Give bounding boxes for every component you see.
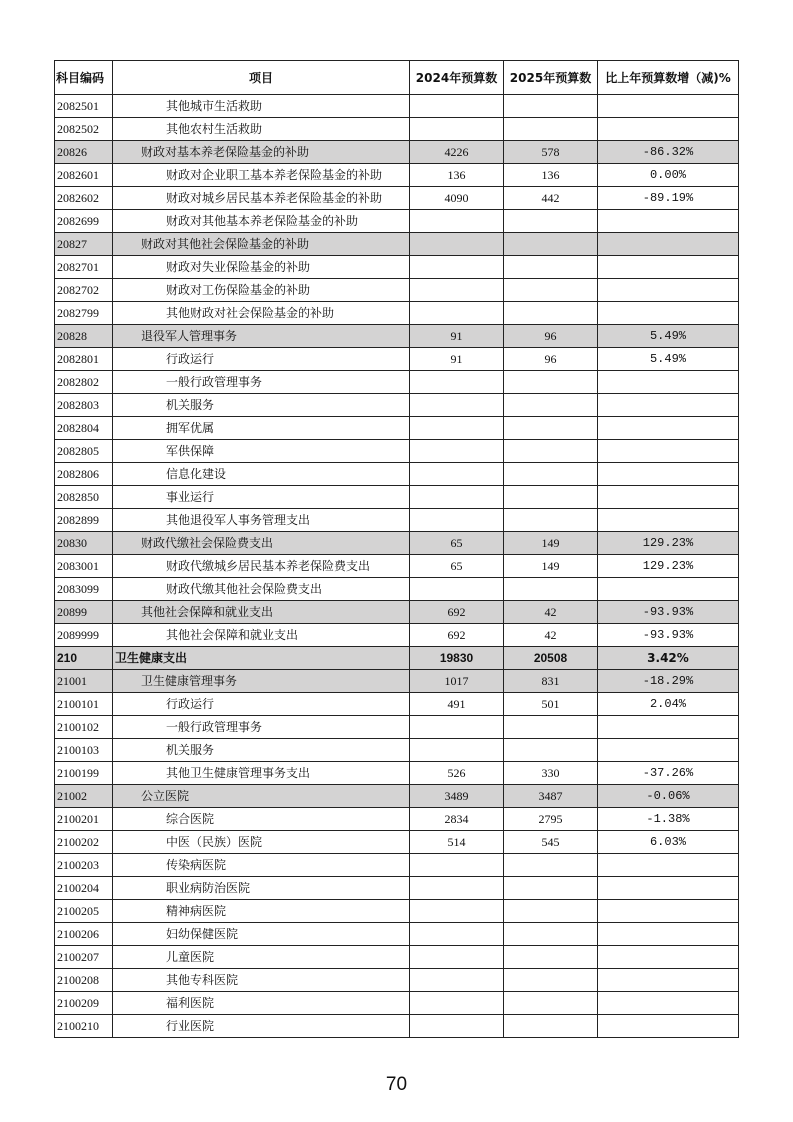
row-item-name: 行业医院 [113, 1015, 410, 1038]
header-2024-budget: 2024年预算数 [410, 61, 504, 95]
row-2024-budget [410, 371, 504, 394]
row-code: 2082850 [55, 486, 113, 509]
row-change-pct [598, 486, 739, 509]
row-item-name: 卫生健康管理事务 [113, 670, 410, 693]
row-2024-budget [410, 900, 504, 923]
table-row [55, 95, 739, 118]
table-row [55, 946, 739, 969]
row-2024-budget: 3489 [410, 785, 504, 808]
page-number: 70 [385, 1074, 408, 1095]
table-header-row [55, 61, 739, 95]
row-code: 2082799 [55, 302, 113, 325]
row-code: 21001 [55, 670, 113, 693]
table-row [55, 808, 739, 831]
row-item-name: 其他卫生健康管理事务支出 [113, 762, 410, 785]
row-change-pct: 5.49% [598, 348, 739, 371]
table-row [55, 532, 739, 555]
row-2024-budget: 91 [410, 348, 504, 371]
row-change-pct [598, 969, 739, 992]
row-item-name: 福利医院 [113, 992, 410, 1015]
row-2025-budget [504, 877, 598, 900]
row-2025-budget [504, 210, 598, 233]
row-change-pct: 0.00% [598, 164, 739, 187]
row-item-name: 一般行政管理事务 [113, 371, 410, 394]
row-2025-budget [504, 118, 598, 141]
row-2025-budget: 831 [504, 670, 598, 693]
row-2024-budget: 491 [410, 693, 504, 716]
table-row [55, 371, 739, 394]
row-2024-budget: 65 [410, 555, 504, 578]
row-item-name: 卫生健康支出 [113, 647, 410, 670]
table-row [55, 279, 739, 302]
table-row [55, 509, 739, 532]
header-item: 项目 [113, 61, 410, 95]
row-change-pct: 2.04% [598, 693, 739, 716]
table-row [55, 693, 739, 716]
row-2024-budget: 692 [410, 601, 504, 624]
row-change-pct [598, 95, 739, 118]
row-code: 2100206 [55, 923, 113, 946]
row-code: 2082701 [55, 256, 113, 279]
row-item-name: 其他城市生活救助 [113, 95, 410, 118]
row-change-pct [598, 509, 739, 532]
table-row [55, 716, 739, 739]
row-change-pct: -93.93% [598, 601, 739, 624]
row-item-name: 财政代缴城乡居民基本养老保险费支出 [113, 555, 410, 578]
table-row [55, 187, 739, 210]
row-change-pct: -86.32% [598, 141, 739, 164]
row-change-pct [598, 716, 739, 739]
row-2024-budget [410, 394, 504, 417]
row-2024-budget: 2834 [410, 808, 504, 831]
row-item-name: 公立医院 [113, 785, 410, 808]
row-change-pct [598, 877, 739, 900]
row-code: 2082602 [55, 187, 113, 210]
row-code: 2083099 [55, 578, 113, 601]
row-item-name: 财政对失业保险基金的补助 [113, 256, 410, 279]
row-2024-budget: 526 [410, 762, 504, 785]
row-code: 2082805 [55, 440, 113, 463]
row-2024-budget [410, 716, 504, 739]
row-item-name: 财政代缴社会保险费支出 [113, 532, 410, 555]
row-item-name: 机关服务 [113, 739, 410, 762]
row-change-pct: 5.49% [598, 325, 739, 348]
row-2024-budget [410, 210, 504, 233]
row-item-name: 精神病医院 [113, 900, 410, 923]
row-item-name: 财政对企业职工基本养老保险基金的补助 [113, 164, 410, 187]
row-2025-budget [504, 417, 598, 440]
row-change-pct [598, 394, 739, 417]
row-item-name: 妇幼保健医院 [113, 923, 410, 946]
row-change-pct [598, 256, 739, 279]
table-row [55, 233, 739, 256]
row-2024-budget: 4090 [410, 187, 504, 210]
row-item-name: 其他专科医院 [113, 969, 410, 992]
budget-table [54, 60, 739, 1038]
table-row [55, 141, 739, 164]
row-2024-budget [410, 1015, 504, 1038]
table-row [55, 578, 739, 601]
row-2025-budget: 42 [504, 601, 598, 624]
row-2025-budget [504, 440, 598, 463]
row-code: 20826 [55, 141, 113, 164]
row-change-pct: -1.38% [598, 808, 739, 831]
table-row [55, 256, 739, 279]
row-2025-budget: 42 [504, 624, 598, 647]
row-item-name: 行政运行 [113, 348, 410, 371]
row-change-pct [598, 302, 739, 325]
row-change-pct [598, 233, 739, 256]
row-2025-budget [504, 900, 598, 923]
row-2025-budget: 501 [504, 693, 598, 716]
table-row [55, 325, 739, 348]
row-change-pct: -18.29% [598, 670, 739, 693]
table-row [55, 831, 739, 854]
row-2025-budget: 20508 [504, 647, 598, 670]
row-item-name: 一般行政管理事务 [113, 716, 410, 739]
table-row [55, 923, 739, 946]
row-2025-budget: 96 [504, 325, 598, 348]
table-row [55, 601, 739, 624]
row-code: 2082702 [55, 279, 113, 302]
row-2025-budget [504, 302, 598, 325]
row-2024-budget: 4226 [410, 141, 504, 164]
row-code: 2082899 [55, 509, 113, 532]
table-row [55, 877, 739, 900]
row-2024-budget: 19830 [410, 647, 504, 670]
table-row [55, 555, 739, 578]
row-code: 210 [55, 647, 113, 670]
row-change-pct: 3.42% [598, 647, 739, 670]
row-2025-budget [504, 923, 598, 946]
row-item-name: 其他农村生活救助 [113, 118, 410, 141]
row-2024-budget: 136 [410, 164, 504, 187]
row-code: 2089999 [55, 624, 113, 647]
row-2025-budget [504, 946, 598, 969]
row-item-name: 拥军优属 [113, 417, 410, 440]
row-2024-budget [410, 95, 504, 118]
table-row [55, 969, 739, 992]
row-item-name: 财政对城乡居民基本养老保险基金的补助 [113, 187, 410, 210]
table-row [55, 762, 739, 785]
row-2024-budget [410, 877, 504, 900]
row-code: 2100102 [55, 716, 113, 739]
row-code: 21002 [55, 785, 113, 808]
table-row [55, 463, 739, 486]
row-change-pct [598, 279, 739, 302]
row-item-name: 行政运行 [113, 693, 410, 716]
row-2024-budget [410, 118, 504, 141]
row-change-pct: 129.23% [598, 555, 739, 578]
row-item-name: 其他退役军人事务管理支出 [113, 509, 410, 532]
row-change-pct: -0.06% [598, 785, 739, 808]
row-2025-budget: 149 [504, 532, 598, 555]
table-row [55, 647, 739, 670]
row-2025-budget: 545 [504, 831, 598, 854]
table-row [55, 900, 739, 923]
table-row [55, 440, 739, 463]
row-change-pct [598, 578, 739, 601]
row-2024-budget [410, 946, 504, 969]
row-2024-budget [410, 417, 504, 440]
row-code: 2100203 [55, 854, 113, 877]
row-2024-budget [410, 969, 504, 992]
row-2024-budget [410, 440, 504, 463]
row-item-name: 其他财政对社会保险基金的补助 [113, 302, 410, 325]
row-item-name: 中医（民族）医院 [113, 831, 410, 854]
row-code: 2100199 [55, 762, 113, 785]
row-2025-budget [504, 95, 598, 118]
row-2024-budget [410, 578, 504, 601]
row-code: 2100103 [55, 739, 113, 762]
row-change-pct [598, 992, 739, 1015]
row-item-name: 职业病防治医院 [113, 877, 410, 900]
row-2025-budget [504, 394, 598, 417]
table-row [55, 118, 739, 141]
row-2025-budget: 2795 [504, 808, 598, 831]
row-code: 2100210 [55, 1015, 113, 1038]
row-2024-budget [410, 923, 504, 946]
row-change-pct: -89.19% [598, 187, 739, 210]
row-2024-budget: 692 [410, 624, 504, 647]
row-item-name: 其他社会保障和就业支出 [113, 624, 410, 647]
row-2024-budget: 65 [410, 532, 504, 555]
row-2025-budget [504, 486, 598, 509]
row-2025-budget: 3487 [504, 785, 598, 808]
row-change-pct [598, 210, 739, 233]
row-2025-budget [504, 279, 598, 302]
row-2025-budget: 330 [504, 762, 598, 785]
header-change-pct: 比上年预算数增（减)% [598, 61, 739, 95]
row-item-name: 机关服务 [113, 394, 410, 417]
row-2025-budget [504, 463, 598, 486]
row-2024-budget [410, 256, 504, 279]
row-code: 2082804 [55, 417, 113, 440]
row-2024-budget [410, 509, 504, 532]
row-item-name: 儿童医院 [113, 946, 410, 969]
table-row [55, 624, 739, 647]
row-item-name: 财政对基本养老保险基金的补助 [113, 141, 410, 164]
row-item-name: 财政代缴其他社会保险费支出 [113, 578, 410, 601]
table-row [55, 785, 739, 808]
row-2024-budget: 514 [410, 831, 504, 854]
row-2024-budget: 91 [410, 325, 504, 348]
row-2025-budget [504, 578, 598, 601]
row-change-pct [598, 440, 739, 463]
table-row [55, 348, 739, 371]
table-row [55, 394, 739, 417]
row-code: 2082699 [55, 210, 113, 233]
row-change-pct: 129.23% [598, 532, 739, 555]
row-2024-budget [410, 233, 504, 256]
row-change-pct: 6.03% [598, 831, 739, 854]
row-code: 2100207 [55, 946, 113, 969]
row-2024-budget [410, 486, 504, 509]
row-2024-budget [410, 463, 504, 486]
table-row [55, 164, 739, 187]
row-2025-budget: 578 [504, 141, 598, 164]
row-2025-budget [504, 992, 598, 1015]
row-item-name: 财政对其他社会保险基金的补助 [113, 233, 410, 256]
row-change-pct [598, 946, 739, 969]
row-2024-budget [410, 992, 504, 1015]
row-change-pct [598, 118, 739, 141]
row-code: 2082802 [55, 371, 113, 394]
row-2025-budget: 149 [504, 555, 598, 578]
row-change-pct [598, 1015, 739, 1038]
row-2025-budget [504, 233, 598, 256]
row-2025-budget [504, 256, 598, 279]
header-code: 科目编码 [55, 61, 113, 95]
table-row [55, 739, 739, 762]
row-code: 2100201 [55, 808, 113, 831]
row-code: 2082801 [55, 348, 113, 371]
table-row [55, 992, 739, 1015]
row-item-name: 其他社会保障和就业支出 [113, 601, 410, 624]
row-2025-budget: 96 [504, 348, 598, 371]
row-change-pct [598, 463, 739, 486]
row-item-name: 信息化建设 [113, 463, 410, 486]
row-code: 2082806 [55, 463, 113, 486]
row-item-name: 财政对工伤保险基金的补助 [113, 279, 410, 302]
table-row [55, 670, 739, 693]
row-code: 2100202 [55, 831, 113, 854]
row-item-name: 综合医院 [113, 808, 410, 831]
row-code: 20899 [55, 601, 113, 624]
row-code: 2082601 [55, 164, 113, 187]
table-row [55, 854, 739, 877]
table-row [55, 486, 739, 509]
table-row [55, 1015, 739, 1038]
row-item-name: 传染病医院 [113, 854, 410, 877]
row-change-pct: -37.26% [598, 762, 739, 785]
row-code: 2100204 [55, 877, 113, 900]
row-code: 2100101 [55, 693, 113, 716]
row-2024-budget [410, 302, 504, 325]
row-code: 2082803 [55, 394, 113, 417]
row-2024-budget [410, 279, 504, 302]
row-2025-budget [504, 969, 598, 992]
row-2025-budget: 442 [504, 187, 598, 210]
row-2025-budget [504, 854, 598, 877]
row-2025-budget [504, 716, 598, 739]
row-2024-budget [410, 739, 504, 762]
table-row [55, 210, 739, 233]
row-change-pct [598, 900, 739, 923]
row-code: 20828 [55, 325, 113, 348]
row-2025-budget [504, 371, 598, 394]
row-2025-budget [504, 509, 598, 532]
row-code: 20830 [55, 532, 113, 555]
table-row [55, 302, 739, 325]
row-2025-budget [504, 739, 598, 762]
row-item-name: 军供保障 [113, 440, 410, 463]
table-body [55, 95, 739, 1038]
row-change-pct [598, 854, 739, 877]
row-code: 2100208 [55, 969, 113, 992]
row-code: 2083001 [55, 555, 113, 578]
row-change-pct: -93.93% [598, 624, 739, 647]
row-item-name: 事业运行 [113, 486, 410, 509]
row-change-pct [598, 371, 739, 394]
table-row [55, 417, 739, 440]
row-change-pct [598, 739, 739, 762]
row-item-name: 财政对其他基本养老保险基金的补助 [113, 210, 410, 233]
row-code: 20827 [55, 233, 113, 256]
header-2025-budget: 2025年预算数 [504, 61, 598, 95]
row-2024-budget [410, 854, 504, 877]
row-item-name: 退役军人管理事务 [113, 325, 410, 348]
row-code: 2100209 [55, 992, 113, 1015]
row-2025-budget: 136 [504, 164, 598, 187]
row-code: 2082501 [55, 95, 113, 118]
row-code: 2082502 [55, 118, 113, 141]
row-code: 2100205 [55, 900, 113, 923]
row-2024-budget: 1017 [410, 670, 504, 693]
row-2025-budget [504, 1015, 598, 1038]
row-change-pct [598, 417, 739, 440]
row-change-pct [598, 923, 739, 946]
